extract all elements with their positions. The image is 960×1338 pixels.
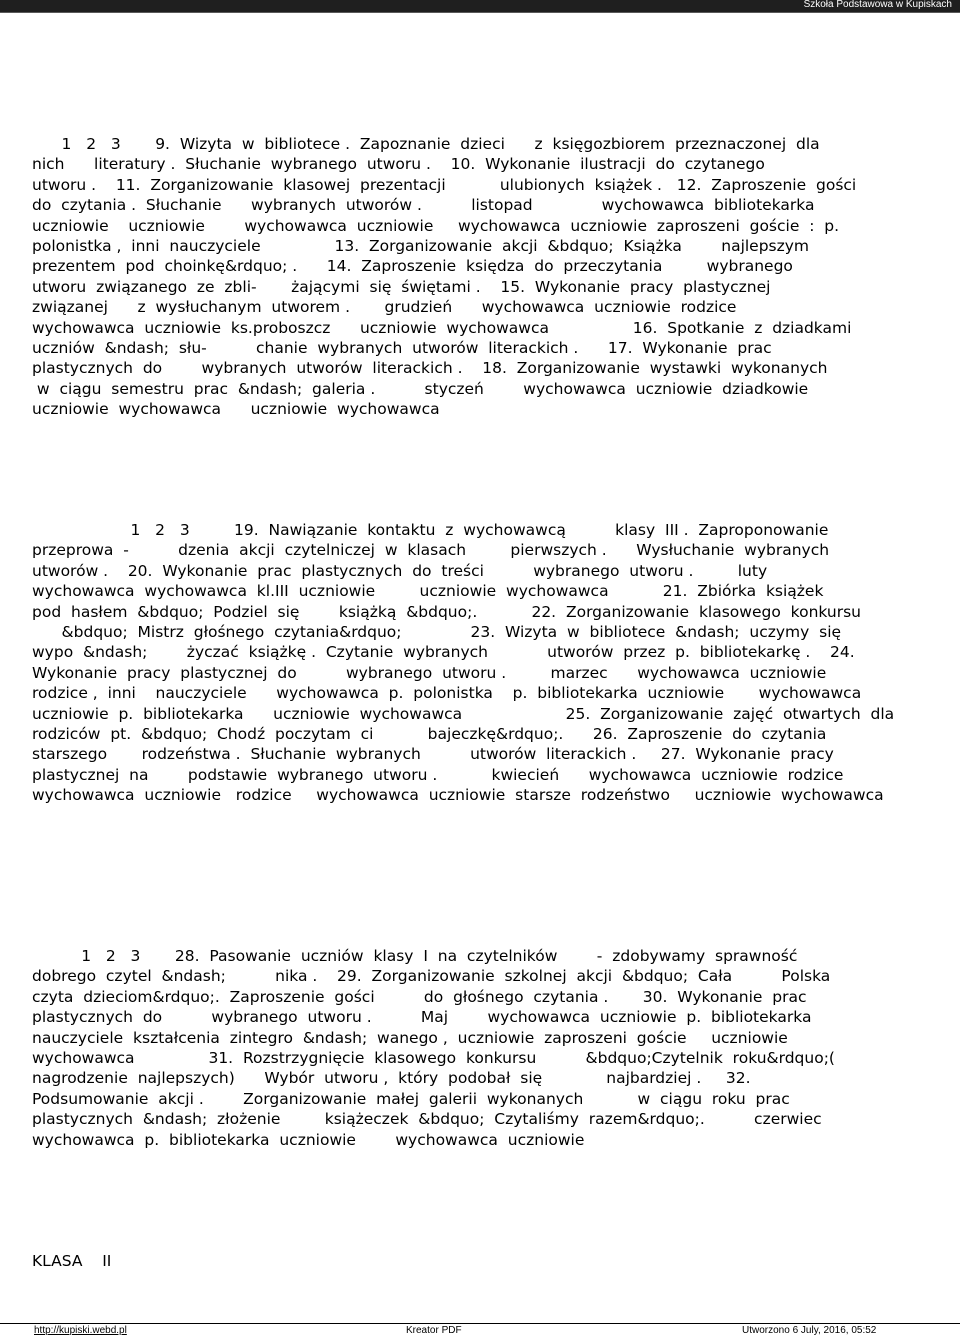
text-line: uczniowie uczniowie wychowawca uczniowie wychowawca uczniowie zaproszeni goście : p. xyxy=(32,216,840,235)
site-link[interactable]: http://kupiski.webd.pl xyxy=(34,1325,127,1336)
text-line: w ciągu semestru prac &ndash; galeria . styczeń wychowawca uczniowie dziadkowie xyxy=(32,379,809,398)
text-line: polonistka , inni nauczyciele 13. Zorganizowanie akcji &bdquo; Książka najlepszym xyxy=(32,236,810,255)
page-footer xyxy=(0,1323,960,1338)
text-line: do czytania . Słuchanie wybranych utworów . listopad wychowawca bibliotekarka xyxy=(32,196,815,215)
text-line: plastycznych do wybranych utworów literackich . 18. Zorganizowanie wystawki wykonanych xyxy=(32,359,828,378)
text-line: wychowawca 31. Rozstrzygnięcie klasowego konkursu &bdquo;Czytelnik roku&rdquo;( xyxy=(32,1048,835,1067)
text-line: 1 2 3 9. Wizyta w bibliotece . Zapoznanie dzieci z księgozbiorem przeznaczonej dla xyxy=(32,135,820,153)
text-line: uczniowie wychowawca uczniowie wychowawca xyxy=(32,400,440,419)
text-line: nauczyciele kształcenia zintegro &ndash; wanego , uczniowie zaproszeni goście uczniowie xyxy=(32,1028,788,1047)
text-line: uczniowie p. bibliotekarka uczniowie wychowawca 25. Zorganizowanie zajęć otwartych dla xyxy=(32,704,895,723)
section-3-text xyxy=(32,946,932,1150)
text-line: wychowawca uczniowie rodzice wychowawca uczniowie starsze rodzeństwo uczniowie wychowawca xyxy=(32,786,884,805)
text-line: Podsumowanie akcji . Zorganizowanie małej galerii wykonanych w ciągu roku prac xyxy=(32,1089,790,1108)
text-line: starszego rodzeństwa . Słuchanie wybranych utworów literackich . 27. Wykonanie pracy xyxy=(32,745,834,764)
generator-label: Kreator PDF xyxy=(406,1325,462,1336)
text-line: uczniów &ndash; słu- chanie wybranych utworów literackich . 17. Wykonanie prac xyxy=(32,338,772,357)
text-line: utworu . 11. Zorganizowanie klasowej prezentacji ulubionych książek . 12. Zaproszenie gości xyxy=(32,175,857,194)
text-line: czyta dzieciom&rdquo;. Zaproszenie gości do głośnego czytania . 30. Wykonanie prac xyxy=(32,987,807,1006)
text-line: utworu związanego ze zbli- żającymi się świętami . 15. Wykonanie pracy plastycznej xyxy=(32,277,771,296)
text-line: plastycznej na podstawie wybranego utworu . kwiecień wychowawca uczniowie rodzice xyxy=(32,765,844,784)
text-line: wychowawca wychowawca kl.III uczniowie uczniowie wychowawca 21. Zbiórka książek xyxy=(32,582,824,601)
text-line: związanej z wysłuchanym utworem . grudzień wychowawca uczniowie rodzice xyxy=(32,298,737,317)
text-line: plastycznych &ndash; złożenie książeczek &bdquo; Czytaliśmy razem&rdquo;. czerwiec xyxy=(32,1110,822,1129)
text-line: plastycznych do wybranego utworu . Maj wychowawca uczniowie p. bibliotekarka xyxy=(32,1008,812,1027)
text-line: przeprowa - dzenia akcji czytelniczej w klasach pierwszych . Wysłuchanie wybranych xyxy=(32,541,830,560)
text-line: rodziców pt. &bdquo; Chodź poczytam ci bajeczkę&rdquo;. 26. Zaproszenie do czytania xyxy=(32,724,827,743)
text-line: pod hasłem &bdquo; Podziel się książką &bdquo;. 22. Zorganizowanie klasowego konkursu xyxy=(32,602,862,621)
text-line: &bdquo; Mistrz głośnego czytania&rdquo; 23. Wizyta w bibliotece &ndash; uczymy się xyxy=(32,622,842,641)
created-date: Utworzono 6 July, 2016, 05:52 xyxy=(742,1325,877,1336)
section-2-text xyxy=(32,520,932,805)
text-line: utworów . 20. Wykonanie prac plastycznych do treści wybranego utworu . luty xyxy=(32,561,768,580)
text-line: rodzice , inni nauczyciele wychowawca p. polonistka p. bibliotekarka uczniowie wychowawca xyxy=(32,684,862,703)
text-line: wypo &ndash; życzać książkę . Czytanie wybranych utworów przez p. bibliotekarkę . 24. xyxy=(32,643,855,662)
school-name: Szkoła Podstawowa w Kupiskach xyxy=(803,0,952,10)
text-line: 1 2 3 19. Nawiązanie kontaktu z wychowawcą klasy III . Zaproponowanie xyxy=(32,521,829,539)
section-1-text xyxy=(32,134,932,419)
text-line: nagrodzenie najlepszych) Wybór utworu , który podobał się najbardziej . 32. xyxy=(32,1069,751,1088)
text-line: wychowawca p. bibliotekarka uczniowie wychowawca uczniowie xyxy=(32,1130,585,1149)
text-line: prezentem pod choinkę&rdquo; . 14. Zaproszenie księdza do przeczytania wybranego xyxy=(32,257,793,276)
text-line: 1 2 3 28. Pasowanie uczniów klasy I na czytelników - zdobywamy sprawność xyxy=(32,947,798,965)
text-line: Wykonanie pracy plastycznej do wybranego utworu . marzec wychowawca uczniowie xyxy=(32,663,827,682)
text-line: nich literatury . Słuchanie wybranego utworu . 10. Wykonanie ilustracji do czytanego xyxy=(32,155,765,174)
header-bar xyxy=(0,0,960,13)
text-line: dobrego czytel &ndash; nika . 29. Zorganizowanie szkolnej akcji &bdquo; Cała Polska xyxy=(32,967,831,986)
class-heading: KLASA II xyxy=(32,1252,112,1270)
text-line: wychowawca uczniowie ks.proboszcz uczniowie wychowawca 16. Spotkanie z dziadkami xyxy=(32,318,852,337)
